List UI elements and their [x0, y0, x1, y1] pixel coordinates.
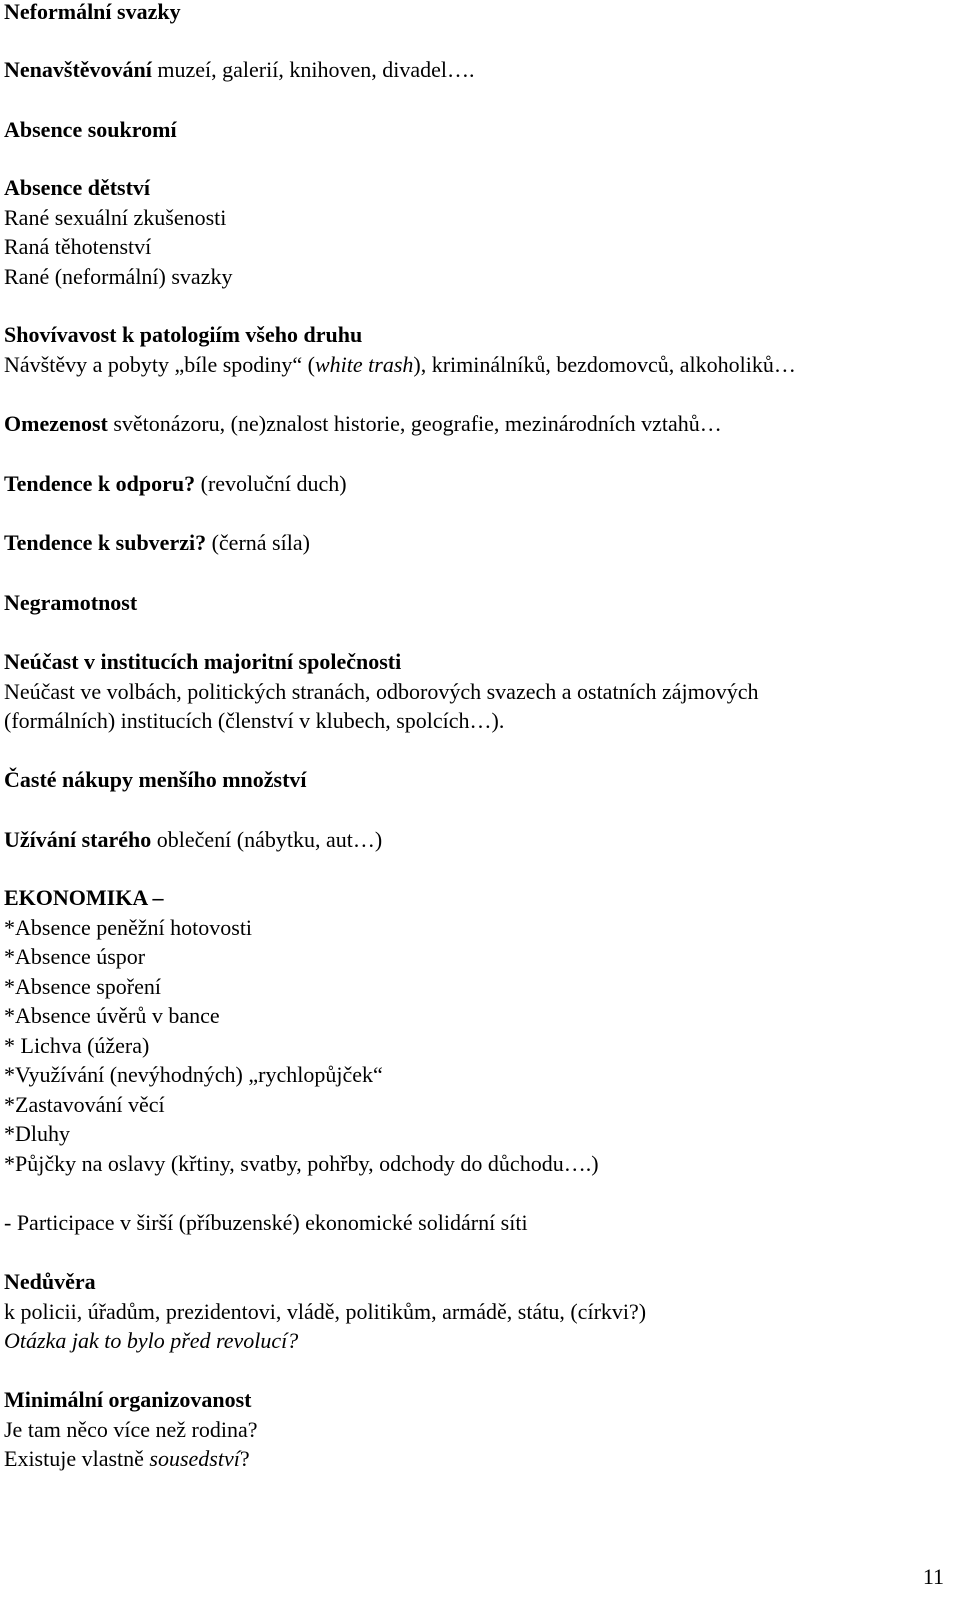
heading-neformalni-svazky: Neformální svazky: [4, 0, 181, 24]
list-item: *Absence spoření: [4, 974, 162, 999]
paragraph-neucast-line1: Neúčast ve volbách, politických stranách, odborových svazech a ostatních zájmových: [4, 679, 759, 704]
list-item: *Absence úvěrů v bance: [4, 1003, 220, 1028]
paragraph-neucast-line2: (formálních) institucích (členství v klubech, spolcích…).: [4, 708, 505, 733]
paragraph-participace: - Participace v širší (příbuzenské) ekonomické solidární síti: [4, 1210, 528, 1235]
list-item: * Lichva (úžera): [4, 1033, 150, 1058]
list-item: *Absence úspor: [4, 944, 146, 969]
page-number: 11: [922, 1564, 944, 1589]
heading-neduvera: Nedůvěra: [4, 1269, 96, 1294]
paragraph-sousedstvi: Existuje vlastně sousedství?: [4, 1446, 250, 1471]
paragraph-nenavstevovani: Nenavštěvování muzeí, galerií, knihoven, divadel….: [4, 57, 475, 82]
heading-ekonomika: EKONOMIKA –: [4, 885, 164, 910]
heading-minimalni-organizovanost: Minimální organizovanost: [4, 1387, 252, 1412]
list-item: *Využívání (nevýhodných) „rychlopůjček“: [4, 1062, 383, 1087]
heading-caste-nakupy: Časté nákupy menšího množství: [4, 767, 307, 792]
list-item: *Absence peněžní hotovosti: [4, 915, 253, 940]
paragraph-otazka: Otázka jak to bylo před revolucí?: [4, 1328, 299, 1353]
paragraph-uzivani: Užívání starého oblečení (nábytku, aut…): [4, 827, 383, 852]
heading-shovivavost: Shovívavost k patologiím všeho druhu: [4, 322, 363, 347]
list-item: Raná těhotenství: [4, 234, 152, 259]
paragraph-navstevy: Návštěvy a pobyty „bíle spodiny“ (white trash), kriminálníků, bezdomovců, alkoholiků…: [4, 352, 796, 377]
heading-absence-detstvi: Absence dětství: [4, 175, 151, 200]
list-item: Rané (neformální) svazky: [4, 264, 233, 289]
paragraph-neduvera: k policii, úřadům, prezidentovi, vládě, politikům, armádě, státu, (církvi?): [4, 1299, 647, 1324]
heading-absence-soukromi: Absence soukromí: [4, 117, 177, 142]
paragraph-rodina: Je tam něco více než rodina?: [4, 1417, 258, 1442]
paragraph-tendence-subverzi: Tendence k subverzi? (černá síla): [4, 530, 310, 555]
heading-neucast: Neúčast v institucích majoritní společnosti: [4, 649, 402, 674]
list-item: *Zastavování věcí: [4, 1092, 165, 1117]
list-item: *Dluhy: [4, 1121, 70, 1146]
list-item: Rané sexuální zkušenosti: [4, 205, 227, 230]
list-item: *Půjčky na oslavy (křtiny, svatby, pohřby, odchody do důchodu….): [4, 1151, 599, 1176]
paragraph-tendence-odporu: Tendence k odporu? (revoluční duch): [4, 471, 347, 496]
paragraph-omezenost: Omezenost světonázoru, (ne)znalost historie, geografie, mezinárodních vztahů…: [4, 411, 722, 436]
heading-negramotnost: Negramotnost: [4, 590, 138, 615]
